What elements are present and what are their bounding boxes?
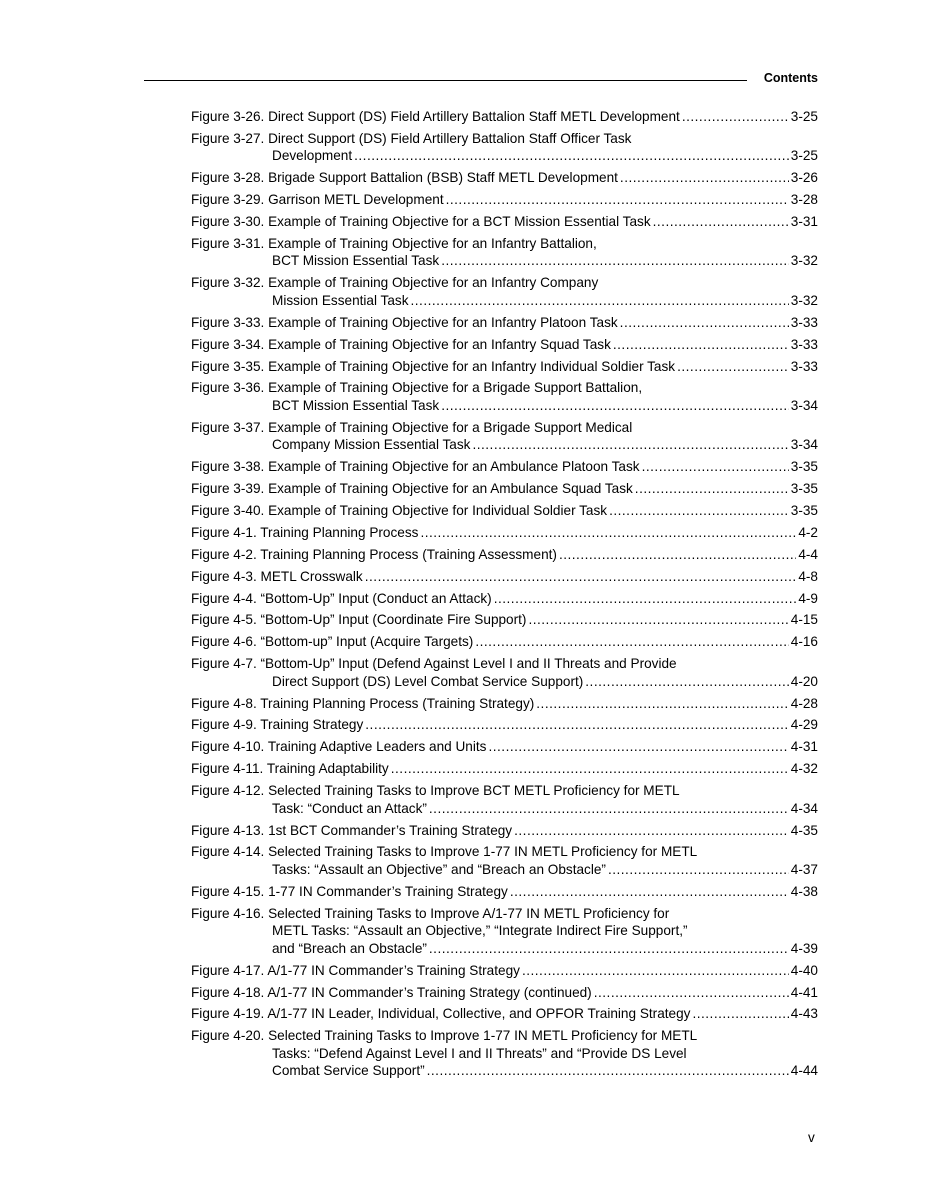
dot-leader [510, 883, 789, 901]
dot-leader [488, 738, 788, 756]
toc-page-ref: 3-33 [790, 336, 818, 352]
toc-entry[interactable] [191, 274, 818, 309]
toc-page-ref: 4-40 [790, 962, 818, 978]
toc-entry-line [191, 274, 818, 292]
toc-entry-text: Mission Essential Task [272, 292, 409, 308]
toc-page-ref: 3-35 [790, 502, 818, 518]
toc-entry-line [191, 130, 818, 148]
toc-page-ref: 3-32 [790, 292, 818, 308]
toc-entry-text: Figure 4-6. “Bottom-up” Input (Acquire Targets) [191, 634, 474, 650]
toc-entry-text: Figure 4-16. Selected Training Tasks to Improve A/1-77 IN METL Proficiency for [191, 905, 670, 921]
toc-entry-text: Company Mission Essential Task [272, 437, 471, 453]
toc-entry-text: Figure 3-37. Example of Training Objective for a Brigade Support Medical [191, 419, 633, 435]
dot-leader [653, 213, 789, 231]
toc-entry[interactable] [191, 235, 818, 270]
toc-entry-line [191, 633, 818, 651]
toc-page-ref: 3-35 [790, 459, 818, 475]
toc-entry[interactable] [191, 822, 818, 840]
dot-leader [536, 695, 789, 713]
toc-page-ref: 3-34 [790, 437, 818, 453]
toc-entry-line [191, 252, 818, 270]
dot-leader [429, 940, 789, 958]
toc-entry-text: Figure 3-32. Example of Training Objective for an Infantry Company [191, 275, 599, 291]
toc-entry-line [191, 800, 818, 818]
toc-entry[interactable] [191, 314, 818, 332]
toc-entry[interactable] [191, 590, 818, 608]
toc-entry[interactable] [191, 782, 818, 817]
toc-page-ref: 3-32 [790, 253, 818, 269]
dot-leader [365, 568, 797, 586]
toc-entry-line [191, 108, 818, 126]
dot-leader [514, 822, 789, 840]
toc-entry[interactable] [191, 655, 818, 690]
toc-entry[interactable] [191, 695, 818, 713]
toc-entry-text: Tasks: “Defend Against Level I and II Threats” and “Provide DS Level [272, 1045, 687, 1061]
dot-leader [522, 962, 789, 980]
toc-entry[interactable] [191, 611, 818, 629]
toc-page-ref: 3-33 [790, 358, 818, 374]
toc-entry[interactable] [191, 738, 818, 756]
toc-page-ref: 3-31 [790, 214, 818, 230]
dot-leader [609, 502, 789, 520]
dot-leader [446, 191, 789, 209]
toc-entry-text: Figure 4-11. Training Adaptability [191, 761, 389, 777]
toc-page-ref: 4-44 [790, 1063, 818, 1079]
toc-entry-text: Figure 3-26. Direct Support (DS) Field Artillery Battalion Staff METL Development [191, 109, 680, 124]
toc-page-ref: 4-43 [790, 1006, 818, 1022]
dot-leader [354, 147, 789, 165]
toc-entry-line [191, 147, 818, 165]
toc-entry[interactable] [191, 524, 818, 542]
toc-entry[interactable] [191, 480, 818, 498]
toc-page-ref: 4-34 [790, 800, 818, 816]
header-rule [144, 80, 747, 81]
dot-leader [594, 984, 789, 1002]
dot-leader [365, 716, 789, 734]
toc-entry-line [191, 314, 818, 332]
toc-entry-line [191, 738, 818, 756]
toc-entry-line [191, 191, 818, 209]
toc-entry[interactable] [191, 502, 818, 520]
toc-entry-line [191, 695, 818, 713]
dot-leader [528, 611, 788, 629]
toc-entry[interactable] [191, 1027, 818, 1080]
dot-leader [635, 480, 789, 498]
toc-page-ref: 4-2 [798, 524, 818, 540]
toc-entry-text: Figure 3-38. Example of Training Objective for an Ambulance Platoon Task [191, 459, 640, 475]
toc-entry-line [191, 524, 818, 542]
toc-page-ref: 4-28 [790, 695, 818, 711]
toc-entry-line [191, 984, 818, 1002]
toc-entry[interactable] [191, 905, 818, 958]
toc-page-ref: 4-32 [790, 761, 818, 777]
dot-leader [494, 590, 797, 608]
toc-entry[interactable] [191, 108, 818, 126]
toc-entry[interactable] [191, 843, 818, 878]
dot-leader [620, 314, 789, 332]
toc-entry-line [191, 419, 818, 437]
toc-entry-line [191, 436, 818, 454]
toc-entry[interactable] [191, 546, 818, 564]
toc-entry-text: Figure 3-36. Example of Training Objective for a Brigade Support Battalion, [191, 380, 643, 396]
toc-entry-line [191, 611, 818, 629]
dot-leader [427, 1062, 789, 1080]
toc-entry-text: Figure 3-31. Example of Training Objective for an Infantry Battalion, [191, 235, 597, 251]
toc-entry[interactable] [191, 191, 818, 209]
toc-entry-text: and “Breach an Obstacle” [272, 940, 427, 956]
dot-leader [677, 358, 789, 376]
page-number: v [808, 1130, 815, 1145]
toc-entry-text: Figure 4-19. A/1-77 IN Leader, Individual, Collective, and OPFOR Training Strategy [191, 1006, 691, 1022]
toc-page-ref: 4-29 [790, 717, 818, 733]
toc-entry-text: Figure 4-1. Training Planning Process [191, 524, 419, 540]
toc-page-ref: 3-28 [790, 192, 818, 208]
toc-entry-text: Figure 4-4. “Bottom-Up” Input (Conduct an Attack) [191, 590, 492, 606]
dot-leader [692, 1005, 788, 1023]
toc-entry-text: Combat Service Support” [272, 1063, 425, 1079]
toc-entry-line [191, 1062, 818, 1080]
dot-leader [472, 436, 788, 454]
toc-page-ref: 3-34 [790, 397, 818, 413]
toc-page-ref: 4-8 [798, 568, 818, 584]
toc-entry-line [191, 716, 818, 734]
toc-entry-text: Figure 4-2. Training Planning Process (Training Assessment) [191, 546, 557, 562]
dot-leader [441, 252, 789, 270]
dot-leader [620, 169, 789, 187]
toc-entry[interactable] [191, 213, 818, 231]
toc-entry-text: Development [272, 148, 353, 164]
toc-entry[interactable] [191, 633, 818, 651]
dot-leader [585, 673, 789, 691]
toc-entry-text: Figure 4-13. 1st BCT Commander’s Training Strategy [191, 822, 513, 838]
toc-entry[interactable] [191, 716, 818, 734]
toc-entry-line [191, 379, 818, 397]
toc-entry-line [191, 590, 818, 608]
toc-entry-line [191, 843, 818, 861]
toc-entry-text: Figure 4-7. “Bottom-Up” Input (Defend Against Level I and II Threats and Provide [191, 656, 677, 672]
toc-entry[interactable] [191, 760, 818, 778]
list-of-figures [191, 108, 818, 1084]
toc-page-ref: 3-26 [790, 170, 818, 186]
toc-entry-line [191, 1045, 818, 1063]
toc-entry-line [191, 480, 818, 498]
toc-page-ref: 4-20 [790, 673, 818, 689]
toc-entry[interactable] [191, 336, 818, 354]
toc-entry-text: BCT Mission Essential Task [272, 253, 440, 269]
toc-entry-text: Tasks: “Assault an Objective” and “Breach an Obstacle” [272, 861, 606, 877]
toc-entry-line [191, 822, 818, 840]
dot-leader [441, 397, 789, 415]
toc-entry-text: Figure 3-39. Example of Training Objective for an Ambulance Squad Task [191, 481, 633, 497]
dot-leader [475, 633, 788, 651]
toc-entry-text: Figure 4-14. Selected Training Tasks to Improve 1-77 IN METL Proficiency for METL [191, 844, 698, 860]
toc-entry-text: Direct Support (DS) Level Combat Service Support) [272, 673, 584, 689]
toc-entry[interactable] [191, 419, 818, 454]
toc-entry-line [191, 169, 818, 187]
toc-entry-line [191, 235, 818, 253]
dot-leader [429, 800, 789, 818]
toc-entry[interactable] [191, 358, 818, 376]
toc-entry-text: Figure 3-27. Direct Support (DS) Field Artillery Battalion Staff Officer Task [191, 130, 632, 146]
dot-leader [411, 292, 789, 310]
toc-entry-line [191, 962, 818, 980]
toc-page-ref: 4-9 [798, 590, 818, 606]
toc-entry[interactable] [191, 1005, 818, 1023]
toc-entry-line [191, 292, 818, 310]
dot-leader [642, 458, 789, 476]
toc-entry-line [191, 940, 818, 958]
toc-entry-text: Figure 4-5. “Bottom-Up” Input (Coordinate Fire Support) [191, 612, 527, 628]
toc-page-ref: 3-25 [790, 109, 818, 124]
toc-entry[interactable] [191, 568, 818, 586]
toc-entry-text: METL Tasks: “Assault an Objective,” “Integrate Indirect Fire Support,” [272, 923, 688, 939]
toc-entry[interactable] [191, 169, 818, 187]
toc-entry-text: Figure 3-30. Example of Training Objective for a BCT Mission Essential Task [191, 214, 651, 230]
toc-entry-line [191, 568, 818, 586]
toc-entry-line [191, 458, 818, 476]
dot-leader [682, 108, 789, 126]
dot-leader [608, 861, 789, 879]
toc-entry-line [191, 883, 818, 901]
toc-entry-line [191, 1005, 818, 1023]
toc-entry-text: Figure 3-33. Example of Training Objective for an Infantry Platoon Task [191, 314, 618, 330]
toc-entry-text: Figure 4-9. Training Strategy [191, 717, 364, 733]
running-header-title: Contents [763, 71, 818, 85]
toc-entry-text: Figure 3-35. Example of Training Objective for an Infantry Individual Soldier Task [191, 358, 676, 374]
toc-entry[interactable] [191, 883, 818, 901]
toc-entry-line [191, 673, 818, 691]
toc-entry-text: Figure 4-17. A/1-77 IN Commander’s Training Strategy [191, 962, 520, 978]
toc-page-ref: 4-37 [790, 861, 818, 877]
toc-page-ref: 4-39 [790, 940, 818, 956]
toc-entry-text: Figure 4-18. A/1-77 IN Commander’s Training Strategy (continued) [191, 984, 592, 1000]
toc-entry-text: BCT Mission Essential Task [272, 397, 440, 413]
toc-page-ref: 4-41 [790, 984, 818, 1000]
toc-entry-line [191, 655, 818, 673]
dot-leader [559, 546, 796, 564]
toc-entry-text: Figure 4-8. Training Planning Process (Training Strategy) [191, 695, 535, 711]
toc-entry-line [191, 397, 818, 415]
toc-entry-line [191, 358, 818, 376]
toc-entry-text: Figure 3-29. Garrison METL Development [191, 192, 444, 208]
toc-entry-line [191, 502, 818, 520]
toc-entry-text: Task: “Conduct an Attack” [272, 800, 427, 816]
toc-entry-text: Figure 4-20. Selected Training Tasks to Improve 1-77 IN METL Proficiency for METL [191, 1028, 698, 1044]
dot-leader [420, 524, 796, 542]
toc-entry-line [191, 760, 818, 778]
dot-leader [613, 336, 789, 354]
toc-entry[interactable] [191, 379, 818, 414]
toc-entry-line [191, 336, 818, 354]
toc-entry-line [191, 782, 818, 800]
toc-entry-line [191, 213, 818, 231]
toc-entry-line [191, 546, 818, 564]
toc-entry[interactable] [191, 962, 818, 980]
toc-page-ref: 4-35 [790, 822, 818, 838]
toc-entry[interactable] [191, 458, 818, 476]
toc-entry-text: Figure 3-34. Example of Training Objective for an Infantry Squad Task [191, 336, 611, 352]
toc-page-ref: 4-4 [798, 546, 818, 562]
toc-entry-text: Figure 3-28. Brigade Support Battalion (BSB) Staff METL Development [191, 170, 618, 186]
toc-entry-text: Figure 4-10. Training Adaptive Leaders and Units [191, 739, 487, 755]
toc-entry[interactable] [191, 984, 818, 1002]
toc-entry-line [191, 922, 818, 940]
toc-page-ref: 4-16 [790, 634, 818, 650]
toc-entry-text: Figure 4-3. METL Crosswalk [191, 568, 363, 584]
toc-entry-line [191, 861, 818, 879]
toc-page-ref: 3-35 [790, 481, 818, 497]
toc-page-ref: 4-31 [790, 739, 818, 755]
toc-page-ref: 3-33 [790, 314, 818, 330]
toc-entry-text: Figure 4-15. 1-77 IN Commander’s Training Strategy [191, 883, 508, 899]
toc-entry-line [191, 1027, 818, 1045]
dot-leader [391, 760, 789, 778]
toc-page-ref: 4-15 [790, 612, 818, 628]
toc-entry[interactable] [191, 130, 818, 165]
toc-entry-line [191, 905, 818, 923]
toc-page-ref: 4-38 [790, 883, 818, 899]
toc-page-ref: 3-25 [790, 148, 818, 164]
toc-entry-text: Figure 3-40. Example of Training Objective for Individual Soldier Task [191, 502, 608, 518]
toc-entry-text: Figure 4-12. Selected Training Tasks to Improve BCT METL Proficiency for METL [191, 783, 680, 799]
